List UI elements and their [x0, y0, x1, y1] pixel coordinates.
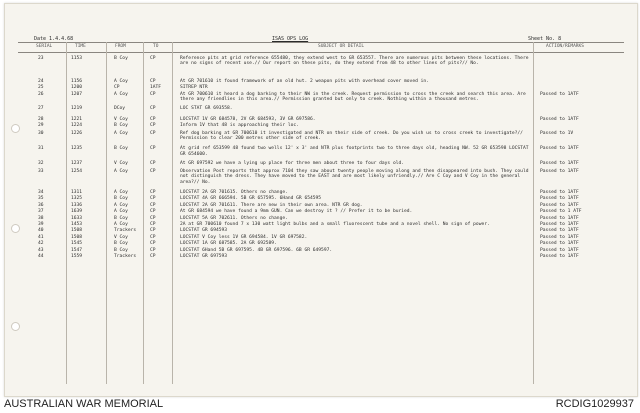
- log-row: [18, 161, 624, 166]
- row-from: B Coy: [114, 247, 128, 253]
- row-serial: 40: [38, 228, 44, 234]
- row-detail: 2A at GR 700610 found 7 x 130 watt light bulbs and a small fluorescent tube and a novel shell. No sign of power.: [180, 221, 490, 227]
- row-to: CP: [150, 241, 156, 247]
- row-time: 1235: [71, 146, 83, 152]
- row-detail: LOCSTAT V Coy less 1V GR 694584. 1V GR 697582.: [180, 234, 308, 240]
- row-time: 1311: [71, 189, 83, 195]
- sheet-number: Sheet No. 8: [528, 36, 562, 42]
- row-serial: 34: [38, 189, 44, 195]
- log-row: [18, 248, 624, 253]
- row-from: B Coy: [114, 196, 128, 202]
- row-from: B Coy: [114, 215, 128, 221]
- log-row: [18, 117, 624, 122]
- row-to: CP: [150, 161, 156, 167]
- row-serial: 39: [38, 221, 44, 227]
- row-from: A Coy: [114, 202, 128, 208]
- row-to: CP: [150, 56, 156, 61]
- row-time: 1325: [71, 196, 83, 202]
- row-detail: LOCSTAT 5A GR 702611. Others no change.: [180, 215, 288, 221]
- row-detail: Reference pits at grid reference 655480, they extend west to GR 653557. There are numerous pits between these locations. There are no signs of recent use.// Our report on these pits, do they extend from 48 to other lines of pits?// No.: [180, 56, 529, 67]
- row-action: Passed to 1ATF: [540, 234, 579, 240]
- row-detail: LOCSTAT GR 694593: [180, 228, 228, 234]
- row-action: Passed to 1ATF: [540, 215, 579, 221]
- row-from: V Coy: [114, 234, 128, 240]
- row-from: A Coy: [114, 168, 128, 174]
- row-to: 1ATF: [150, 85, 162, 91]
- row-serial: 23: [38, 56, 44, 61]
- row-detail: SITREP NTR: [180, 85, 208, 91]
- row-serial: 38: [38, 215, 44, 221]
- row-serial: 29: [38, 123, 44, 129]
- row-from: A Coy: [114, 221, 128, 227]
- log-row: [18, 203, 624, 208]
- row-from: V Coy: [114, 116, 128, 122]
- row-serial: 24: [38, 78, 44, 84]
- log-row: [18, 131, 624, 142]
- row-from: A Coy: [114, 91, 128, 97]
- row-detail: LOCSTAT 1A GR 687585. 2A GR 692589.: [180, 241, 277, 247]
- row-serial: 30: [38, 130, 44, 136]
- row-detail: LOCSTAT 2A GR 701615. Others no change.: [180, 189, 288, 195]
- row-to: CP: [150, 130, 156, 136]
- row-to: CP: [150, 215, 156, 221]
- row-serial: 27: [38, 106, 44, 112]
- row-from: B Coy: [114, 56, 128, 61]
- row-serial: 32: [38, 161, 44, 167]
- row-time: 1153: [71, 56, 83, 61]
- row-serial: 43: [38, 247, 44, 253]
- row-time: 1559: [71, 253, 83, 259]
- row-detail: LOCSTAT 2A GR 701611. There are new in their own area. NTR GR dog.: [180, 202, 363, 208]
- row-action: Passed to 1ATF: [540, 247, 579, 253]
- row-time: 1545: [71, 241, 83, 247]
- col-subject: SUBJECT OR DETAIL: [318, 44, 365, 49]
- log-row: [18, 123, 624, 128]
- col-from: FROM: [115, 44, 126, 49]
- log-row: [18, 169, 624, 185]
- row-from: Trackers: [114, 253, 137, 259]
- col-to: TO: [153, 44, 159, 49]
- row-from: A Coy: [114, 130, 128, 136]
- log-row: [18, 79, 624, 84]
- row-action: Passed to 1ATF: [540, 228, 579, 234]
- row-action: Passed to 1ATF: [540, 116, 579, 122]
- row-action: Passed to 1ATF: [540, 189, 579, 195]
- row-from: CP: [114, 85, 120, 91]
- row-action: Passed to 1ATF: [540, 202, 579, 208]
- date-label: Date 1.4.4.68: [34, 36, 74, 42]
- log-row: [18, 228, 624, 233]
- row-time: 1453: [71, 221, 83, 227]
- row-time: 1207: [71, 91, 83, 97]
- row-detail: LOCSTAT GR 697593: [180, 253, 228, 259]
- row-time: 1547: [71, 247, 83, 253]
- row-time: 1336: [71, 202, 83, 208]
- archive-credit: AUSTRALIAN WAR MEMORIAL: [4, 398, 164, 410]
- row-from: B Coy: [114, 241, 128, 247]
- row-detail: At GR 700610 it heard a dog barking to their NW in the creek. Request permission to cross the creek and search this area. Are there any friendlies in this area.// Permission granted but only to creek. Nothing within a thousand metres.: [180, 91, 526, 103]
- binder-hole: [11, 322, 20, 331]
- row-serial: 28: [38, 116, 44, 122]
- row-to: CP: [150, 196, 156, 202]
- log-entries: [18, 55, 624, 259]
- row-time: 1200: [71, 85, 83, 91]
- log-row: [18, 235, 624, 240]
- row-to: CP: [150, 228, 156, 234]
- row-time: 1237: [71, 161, 83, 167]
- log-row: [18, 241, 624, 246]
- row-serial: 33: [38, 168, 44, 174]
- row-to: CP: [150, 116, 156, 122]
- row-to: CP: [150, 91, 156, 97]
- row-action: Passed to 1V: [540, 130, 574, 136]
- row-detail: At GR 697592 we have a lying up place for three men about three to four days old.: [180, 161, 405, 167]
- row-to: CP: [150, 209, 156, 215]
- row-time: 1219: [71, 106, 83, 112]
- log-row: [18, 196, 624, 201]
- row-action: Passed to 1ATF: [540, 196, 579, 202]
- row-serial: 42: [38, 241, 44, 247]
- row-from: A Coy: [114, 78, 128, 84]
- row-detail: At GR 701610 it found framework of an old hut. 2 weapon pits with overhead cover moved in.: [180, 78, 429, 84]
- row-action: Passed to 1ATF: [540, 161, 579, 167]
- row-detail: LOCSTAT 4A GR 666594. 5B GR 657595. 6Hand GR 654595: [180, 196, 322, 202]
- log-row: [18, 92, 624, 103]
- row-to: CP: [150, 253, 156, 259]
- row-time: 1226: [71, 130, 83, 136]
- row-serial: 37: [38, 209, 44, 215]
- row-detail: LOCSTAT 1V GR 684578, 2V GR 684593, 3V GR 697586.: [180, 116, 316, 122]
- row-time: 1633: [71, 215, 83, 221]
- row-to: CP: [150, 106, 156, 112]
- row-time: 1508: [71, 234, 83, 240]
- row-action: Passed to 1ATF: [540, 91, 579, 97]
- row-time: 1224: [71, 123, 83, 129]
- log-row: [18, 56, 624, 67]
- row-from: B Coy: [114, 146, 128, 152]
- row-serial: 26: [38, 91, 44, 97]
- log-row: [18, 146, 624, 157]
- log-row: [18, 106, 624, 111]
- row-detail: LOC STAT GR 693558.: [180, 106, 233, 112]
- row-serial: 25: [38, 85, 44, 91]
- col-serial: SERIAL: [36, 44, 53, 49]
- row-serial: 31: [38, 146, 44, 152]
- row-to: CP: [150, 202, 156, 208]
- row-time: 1254: [71, 168, 83, 174]
- row-action: Passed to 1ATF: [540, 168, 579, 174]
- row-time: 1156: [71, 78, 83, 84]
- row-from: A Coy: [114, 189, 128, 195]
- row-detail: Observation Post reports that approx 7104 they saw about twenty people moving along and then disappeared into bush. They could not distinguish the dress. They have moved to the EAST and are most likely unfriendly.// Are C Coy and V Coy in the general area?// No.: [180, 168, 529, 185]
- row-from: V Coy: [114, 161, 128, 167]
- col-action: ACTION/REMARKS: [546, 44, 584, 49]
- row-detail: At GR 684594 we have found a 9mm GUN. Can we destroy it ? // Prefer it to be buried.: [180, 209, 413, 215]
- page-title: ISAS OPS LOG: [272, 36, 309, 42]
- row-to: CP: [150, 78, 156, 84]
- row-detail: At grid ref 653599 48 found two wells 12' x 3' and NTR plus footprints two to three days old, heading NW. 52 GR 653598 LOCSTAT GR 654600.: [180, 146, 529, 157]
- row-detail: LOCSTAT 6Hand 5B GR 697595. 4B GR 697596. 6B GR 649597.: [180, 247, 333, 253]
- row-to: CP: [150, 123, 156, 129]
- row-to: CP: [150, 234, 156, 240]
- log-row: [18, 254, 624, 259]
- row-to: CP: [150, 247, 156, 253]
- row-time: 1221: [71, 116, 83, 122]
- log-row: [18, 85, 624, 90]
- row-serial: 36: [38, 202, 44, 208]
- row-serial: 44: [38, 253, 44, 259]
- col-time: TIME: [75, 44, 86, 49]
- row-from: DCoy: [114, 106, 126, 112]
- row-action: Passed to 1 ATF: [540, 209, 582, 215]
- row-time: 1639: [71, 209, 83, 215]
- row-to: CP: [150, 221, 156, 227]
- row-to: CP: [150, 189, 156, 195]
- log-row: [18, 216, 624, 221]
- log-row: [18, 222, 624, 227]
- row-from: B Coy: [114, 123, 128, 129]
- log-row: [18, 190, 624, 195]
- row-action: Passed to 1ATF: [540, 146, 579, 152]
- row-to: CP: [150, 146, 156, 152]
- row-from: A Coy: [114, 209, 128, 215]
- row-to: CP: [150, 168, 156, 174]
- row-action: Passed to 1ATF: [540, 241, 579, 247]
- row-time: 1508: [71, 228, 83, 234]
- row-serial: 41: [38, 234, 44, 240]
- row-action: Passed to 1ATF: [540, 253, 579, 259]
- row-detail: Ref dog barking at GR 700610 it investigated and NTR on their side of creek. Do you wish us to cross creek to investigate?// Permission to clear 200 metres other side of creek.: [180, 130, 523, 142]
- row-action: Passed to 1ATF: [540, 221, 579, 227]
- archive-id: RCDIG1029937: [555, 398, 634, 410]
- row-serial: 35: [38, 196, 44, 202]
- log-row: [18, 209, 624, 214]
- row-detail: Inform 1V that 48 is approaching their loc.: [180, 123, 299, 129]
- row-from: Trackers: [114, 228, 137, 234]
